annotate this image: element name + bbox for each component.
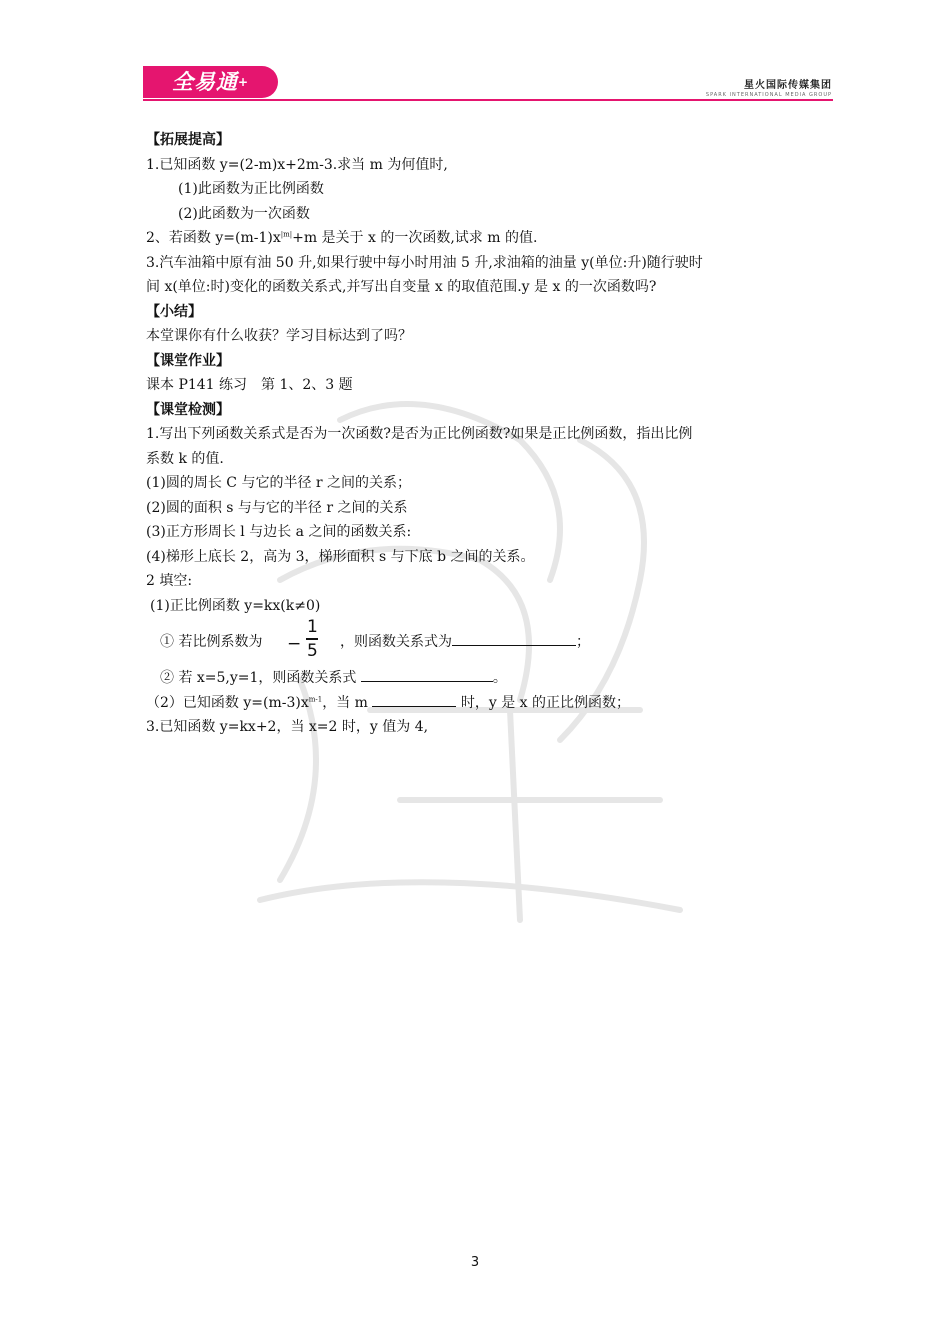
quiz-question-3: 3.已知函数 y=kx+2，当 x=2 时，y 值为 4,: [146, 719, 429, 735]
fill-blank-1-rest: [340, 630, 590, 655]
question-1-part-1: (1)此函数为正比例函数: [178, 181, 324, 197]
fill-blank-2-end: 。: [492, 670, 507, 686]
section-heading-extension: 【拓展提高】: [146, 132, 230, 148]
answer-blank-3[interactable]: [372, 692, 456, 707]
question-2-exponent: |m|: [280, 230, 293, 239]
quiz-item-4: (4)梯形上底长 2，高为 3，梯形面积 s 与下底 b 之间的关系。: [146, 548, 535, 565]
question-1: 1.已知函数 y=(2-m)x+2m-3.求当 m 为何值时,: [146, 156, 448, 173]
fill-blank-3-text-a: （2）已知函数 y=(m-3)x: [146, 694, 309, 711]
quiz-question-1-line-2: 系数 k 的值.: [146, 450, 224, 467]
header-divider: [143, 99, 833, 101]
section-heading-quiz: 【课堂检测】: [146, 401, 230, 418]
fill-blank-1-end: ；: [576, 634, 590, 650]
answer-blank-2[interactable]: [361, 667, 493, 682]
question-3-line-1: 3.汽车油箱中原有油 50 升,如果行驶中每小时用油 5 升,求油箱的油量 y(单位:升)随行驶时: [146, 254, 703, 271]
publisher-name: 星火国际传媒集团: [744, 80, 832, 91]
fraction-negative-one-fifth: [287, 618, 327, 662]
publisher-subtitle: SPARK INTERNATIONAL MEDIA GROUP: [705, 92, 832, 98]
section-heading-homework: 【课堂作业】: [146, 352, 230, 369]
fill-blank-3-exponent: m-1: [308, 694, 323, 703]
quiz-item-2: (2)圆的面积 s 与与它的半径 r 之间的关系: [146, 499, 408, 516]
fraction-numerator: 1: [307, 617, 318, 637]
section-heading-summary: 【小结】: [146, 303, 202, 320]
quiz-item-1: (1)圆的周长 C 与它的半径 r 之间的关系；: [146, 475, 412, 491]
fill-blank-3: [146, 691, 816, 716]
fill-blank-1-text: ，则函数关系式为: [340, 634, 452, 650]
quiz-question-2: 2 填空:: [146, 573, 193, 589]
page-header: [0, 0, 950, 110]
fill-blank-3-text-b: ，当 m: [322, 694, 373, 711]
brand-logo: [143, 66, 278, 98]
fill-blank-2: [146, 666, 816, 691]
page-number: 3: [470, 1255, 480, 1270]
fill-blank-3-text-c: 时，y 是 x 的正比例函数；: [456, 694, 630, 711]
document-body: [146, 128, 816, 740]
answer-blank-1[interactable]: [452, 631, 576, 646]
quiz-question-1-line-1: 1.写出下列函数关系式是否为一次函数?是否为正比例函数?如果是正比例函数，指出比例: [146, 426, 693, 442]
fill-blank-1: [146, 618, 816, 666]
fraction-denominator: 5: [307, 641, 318, 661]
question-1-part-2: (2)此函数为一次函数: [178, 205, 310, 222]
fraction-minus: −: [287, 634, 302, 654]
question-2-text-b: +m 是关于 x 的一次函数,试求 m 的值.: [292, 230, 538, 246]
homework-text: 课本 P141 练习 第 1、2、3 题: [146, 377, 353, 393]
quiz-item-3: (3)正方形周长 l 与边长 a 之间的函数关系:: [146, 524, 412, 540]
question-2: [146, 226, 816, 251]
summary-text: 本堂课你有什么收获？学习目标达到了吗？: [146, 328, 412, 344]
logo-text: 全易通: [171, 70, 238, 94]
logo-star-icon: +: [237, 75, 250, 89]
question-2-text-a: 2、若函数 y=(m-1)x: [146, 230, 281, 246]
quiz-question-2-part-1: (1)正比例函数 y=kx(k≠0): [150, 597, 321, 614]
question-3-line-2: 间 x(单位:时)变化的函数关系式,并写出自变量 x 的取值范围.y 是 x 的一次函数吗?: [146, 279, 657, 295]
fill-blank-1-prompt: ① 若比例系数为: [160, 634, 263, 650]
fill-blank-2-text: ② 若 x=5,y=1，则函数关系式: [160, 670, 361, 686]
publisher-brand: [706, 76, 832, 98]
